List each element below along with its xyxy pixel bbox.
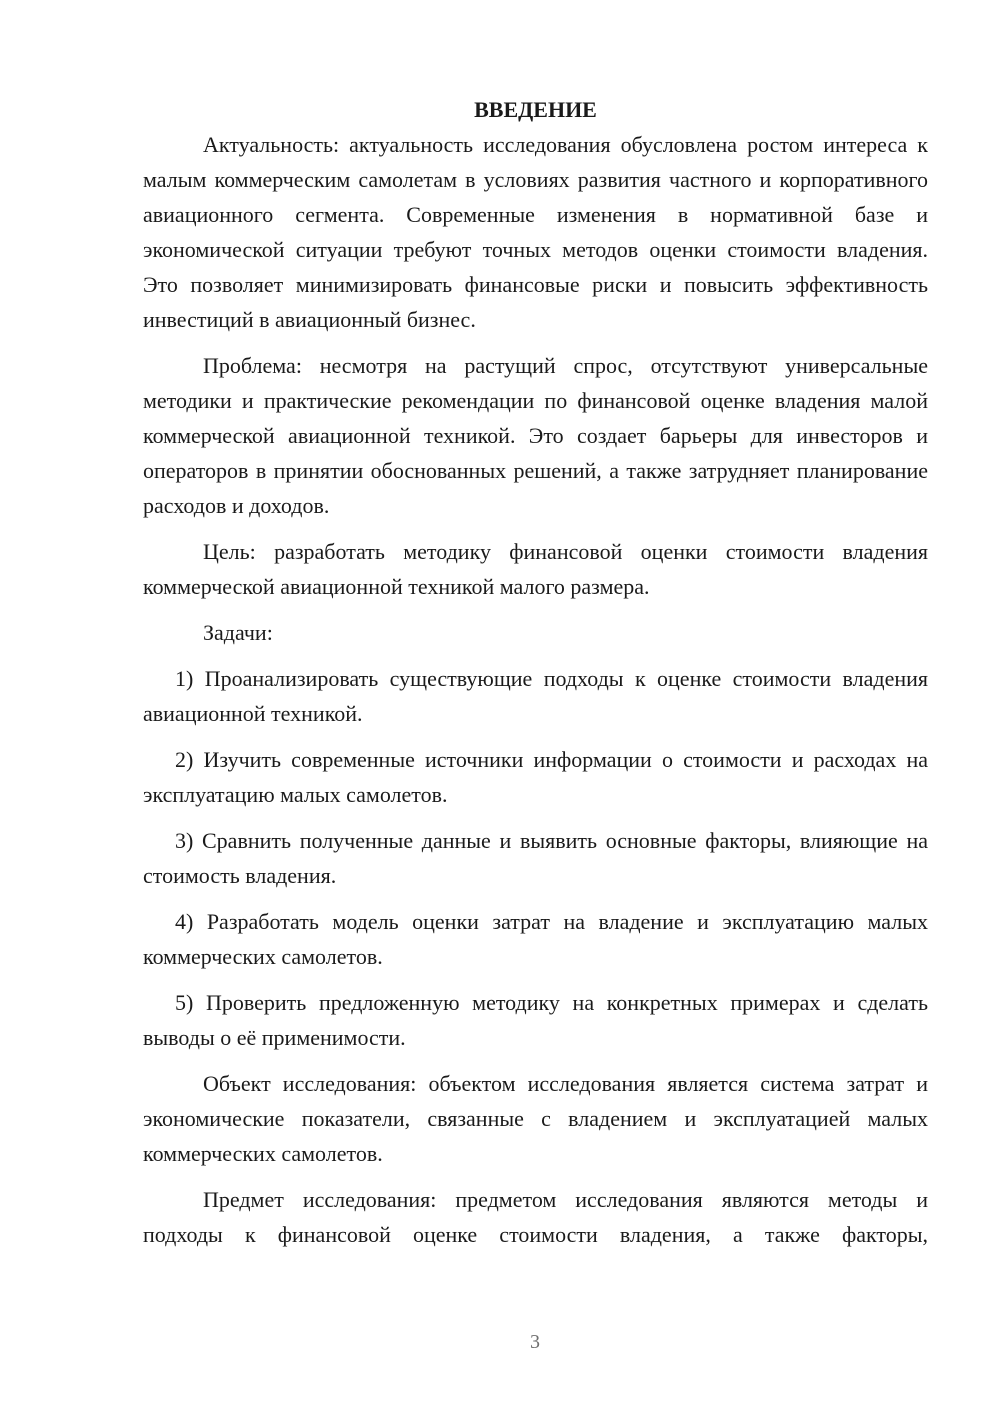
section-title: ВВЕДЕНИЕ <box>474 97 597 122</box>
page-number: 3 <box>530 1331 540 1353</box>
list-item: 5) Проверить предложенную методику на конкретных примерах и сделать выводы о её применимости. <box>143 990 928 1050</box>
list-item: 3) Сравнить полученные данные и выявить основные факторы, влияющие на стоимость владения. <box>143 828 928 888</box>
list-item: 1) Проанализировать существующие подходы к оценке стоимости владения авиационной техникой. <box>143 666 928 726</box>
tasks-list <box>143 661 928 1055</box>
paragraph-relevance: Актуальность: актуальность исследования обусловлена ростом интереса к малым коммерческим самолетам в условиях развития частного и корпоративного авиационного сегмента. Современные изменения в нормативной базе и экономической ситуации требуют точных методов оценки стоимости владения. Это позволяет минимизировать финансовые риски и повысить эффективность инвестиций в авиационный бизнес. <box>143 132 928 332</box>
list-item: 4) Разработать модель оценки затрат на владение и эксплуатацию малых коммерческих самолетов. <box>143 909 928 969</box>
paragraph-goal: Цель: разработать методику финансовой оценки стоимости владения коммерческой авиационной техникой малого размера. <box>143 539 928 599</box>
list-item: 2) Изучить современные источники информации о стоимости и расходах на эксплуатацию малых самолетов. <box>143 747 928 807</box>
tasks-label: Задачи: <box>203 620 273 645</box>
paragraph-object: Объект исследования: объектом исследования является система затрат и экономические показатели, связанные с владением и эксплуатацией малых коммерческих самолетов. <box>143 1071 928 1166</box>
paragraph-problem: Проблема: несмотря на растущий спрос, отсутствуют универсальные методики и практические рекомендации по финансовой оценке владения малой коммерческой авиационной техникой. Это создает барьеры для инвесторов и операторов в принятии обоснованных решений, а также затрудняет планирование расходов и доходов. <box>143 353 928 518</box>
paragraph-subject: Предмет исследования: предметом исследования являются методы и подходы к финансовой оценке стоимости владения, а также факторы, <box>143 1187 928 1247</box>
document-page <box>143 92 928 1252</box>
